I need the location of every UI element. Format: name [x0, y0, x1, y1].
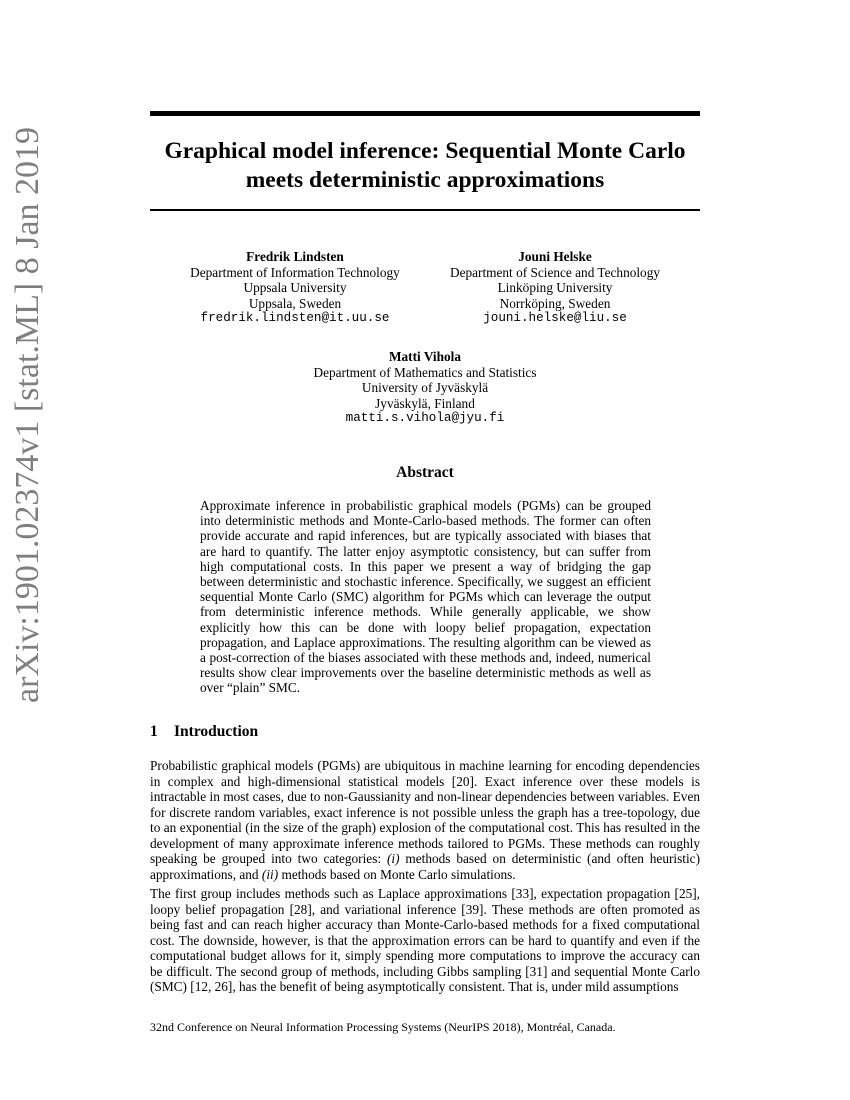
section-title: Introduction — [174, 723, 259, 740]
paper-title: Graphical model inference: Sequential Monte Carlo meets deterministic approximations — [164, 138, 686, 193]
author-department: Department of Information Technology — [190, 264, 400, 280]
section-number: 1 — [150, 723, 158, 740]
abstract-text: Approximate inference in probabilistic graphical models (PGMs) can be grouped into deterministic methods and Monte-Carlo-based methods. The former can often provide accurate and rapid inferences, but are typically associated with biases that are hard to quantify. The latter enjoy asymptotic consistency, but can suffer from high computational costs. In this paper we present a way of bridging the gap between deterministic and stochastic inference. Specifically, we suggest an efficient sequential Monte Carlo (SMC) algorithm for PGMs which can leverage the output from deterministic inference methods. While generally applicable, we show explicitly how this can be done with loopy belief propagation, expectation propagation, and Laplace approximations. The resulting algorithm can be viewed as a post-correction of the biases associated with these methods and, indeed, numerical results show clear improvements over the baseline deterministic methods as well as over “plain” SMC. — [200, 498, 651, 696]
body-paragraph: The first group includes methods such as Laplace approximations [33], expectation propagation [25], loopy belief propagation [28], and variational inference [39]. These methods are often promoted as being fast and can reach higher accuracy than Monte-Carlo-based methods for a fixed computational cost. The downside, however, is that the approximation errors can be hard to quantify and even if the computational budget allows for it, simply spending more computations to improve the accuracy can be difficult. The second group of methods, including Gibbs sampling [31] and sequential Monte Carlo (SMC) [12, 26], has the benefit of being asymptotically consistent. That is, under mild assumptions — [150, 886, 700, 994]
abstract-heading: Abstract — [396, 464, 454, 481]
paragraph-text: Probabilistic graphical models (PGMs) are ubiquitous in machine learning for encoding dependencies in complex and high-dimensional statistical models [20]. Exact inference over these models is intractable in most cases, due to non-Gaussianity and non-linear dependencies between variables. Even for discrete random variables, exact inference is not possible unless the graph has a tree-topology, due to an exponential (in the size of the graph) explosion of the computational cost. This has resulted in the development of many approximate inference methods tailored to PGMs. These methods can roughly speaking be grouped into two categories: — [150, 758, 700, 866]
enumeration-marker: (i) — [386, 851, 400, 866]
body-paragraph — [150, 758, 700, 882]
paragraph-text: methods based on Monte Carlo simulations. — [278, 866, 516, 882]
author-name: Jouni Helske — [518, 249, 592, 264]
author-block — [430, 249, 680, 327]
paragraph-text: methods based on deterministic (and often heuristic) approximations, and — [150, 851, 700, 882]
author-name: Fredrik Lindsten — [246, 249, 344, 264]
section-heading — [150, 723, 258, 741]
author-department: Department of Mathematics and Statistics — [313, 364, 537, 380]
author-block — [290, 349, 560, 427]
author-email: matti.s.vihola@jyu.fi — [345, 411, 505, 425]
author-block — [170, 249, 420, 327]
author-department: Department of Science and Technology — [449, 264, 661, 280]
author-university: Uppsala University — [243, 280, 347, 295]
author-email: jouni.helske@liu.se — [483, 311, 627, 325]
author-location: Norrköping, Sweden — [499, 295, 611, 311]
enumeration-marker: (ii) — [261, 866, 279, 882]
author-location: Uppsala, Sweden — [248, 295, 342, 311]
title-bottom-rule — [150, 209, 700, 211]
arxiv-identifier: arXiv:1901.02374v1 [stat.ML] 8 Jan 2019 — [9, 126, 46, 703]
author-university: Linköping University — [497, 280, 613, 295]
author-university: University of Jyväskylä — [361, 380, 489, 395]
author-name: Matti Vihola — [388, 349, 462, 364]
author-email: fredrik.lindsten@it.uu.se — [200, 311, 390, 325]
conference-footnote: 32nd Conference on Neural Information Processing Systems (NeurIPS 2018), Montréal, Canada. — [150, 1020, 616, 1034]
author-location: Jyväskylä, Finland — [375, 395, 475, 411]
title-top-rule — [150, 111, 700, 116]
